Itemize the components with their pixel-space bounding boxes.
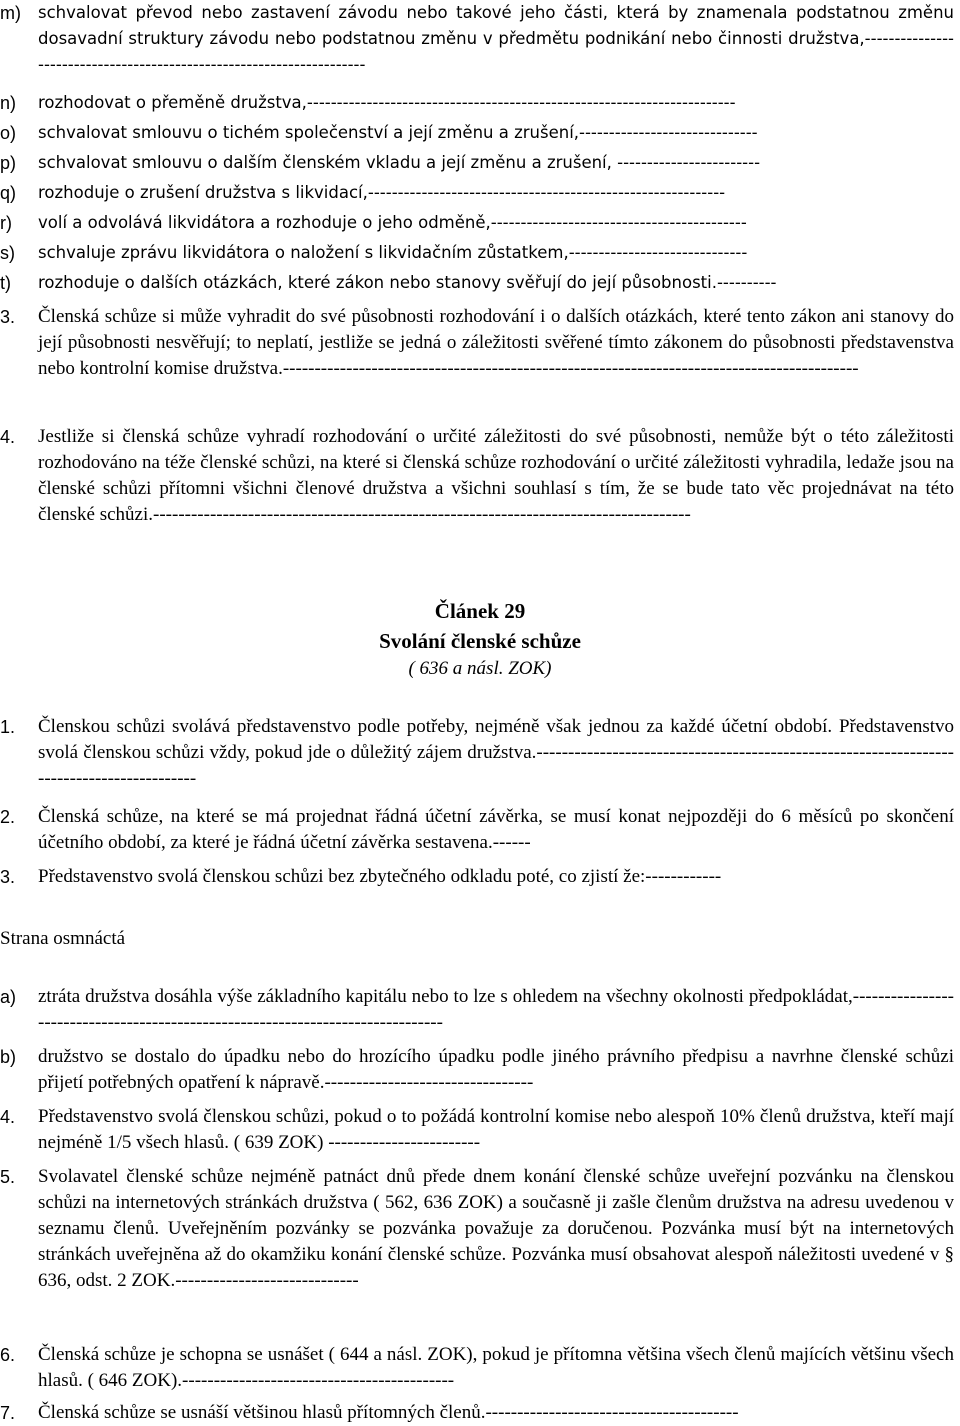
item-label: 4. [0,427,16,447]
item-label: 2. [0,807,16,827]
paragraph-7 [0,1400,960,1426]
list-item-t [0,270,960,296]
article-number: Článek 29 [434,599,526,623]
item-text: Členská schůze si může vyhradit do své působnosti rozhodování i o dalších otázkách, které tento zákon ani stanovy do její působnosti nesvěřují; to neplatí, jestliže se jedná o záležitosti svěřené tímto zákonem do působnosti představenstva nebo kontrolní komise družstva.------------------------------------------------------------------------------------------- [38,306,954,379]
paragraph-6 [0,1342,960,1394]
item-label: 6. [0,1345,16,1365]
paragraph-4 [0,424,960,528]
item-label: q) [0,183,17,203]
item-label: b) [0,1047,17,1067]
list-item-p [0,150,960,176]
item-label: o) [0,123,17,143]
paragraph-4b [0,1104,960,1156]
item-text: Jestliže si členská schůze vyhradí rozhodování o určité záležitosti do své působnosti, nemůže být o této záležitosti rozhodováno na téže členské schůzi, na které si členská schůze rozhodování o určité záležitosti vyhradila, ledaže jsou na členské schůzi přítomni všichni členové družstva a všichni souhlasí s tím, že se bude tato věc projednávat na této členské schůzi.------------------------------------------------------------------------------------- [38,426,954,525]
list-item-r [0,210,960,236]
item-text: rozhodovat o přeměně družstva,------------------------------------------------------------------------ [38,93,736,112]
item-label: 7. [0,1403,16,1423]
item-label: 3. [0,307,16,327]
item-text: ztráta družstva dosáhla výše základního kapitálu nebo to lze s ohledem na všechny okolnosti předpokládat,-------------------------------------------------------------------------------- [38,986,954,1033]
item-label: r) [0,213,12,233]
item-text: schvalovat smlouvu o tichém společenství a její změnu a zrušení,------------------------------ [38,123,758,142]
item-text: Představenstvo svolá členskou schůzi, pokud o to požádá kontrolní komise nebo alespoň 10% členů družstva, kteří mají nejméně 1/5 všech hlasů. ( 639 ZOK) ------------------------ [38,1106,954,1153]
item-text: rozhoduje o zrušení družstva s likvidací,------------------------------------------------------------ [38,183,726,202]
item-text: volí a odvolává likvidátora a rozhoduje o jeho odměně,------------------------------------------- [38,213,747,232]
item-label: n) [0,93,17,113]
paragraph-3b [0,864,960,890]
item-label: m) [0,3,21,23]
list-item-q [0,180,960,206]
item-text: Členská schůze je schopna se usnášet ( 644 a násl. ZOK), pokud je přítomna většina všech členů majících většinu všech hlasů. ( 646 ZOK).------------------------------------------- [38,1344,954,1391]
paragraph-1 [0,714,960,792]
list-item-o [0,120,960,146]
item-label: 5. [0,1167,16,1187]
item-label: 3. [0,867,16,887]
item-text: Členskou schůzi svolává představenstvo podle potřeby, nejméně však jednou za každé účetní období. Představenstvo svolá členskou schůzi vždy, pokud jde o důležitý zájem družstva.------------------------------------------------------------------------------------------- [38,716,954,789]
list-item-b [0,1044,960,1096]
paragraph-2 [0,804,960,856]
item-label: 4. [0,1107,16,1127]
paragraph-3 [0,304,960,382]
list-item-n [0,90,960,116]
item-text: družstvo se dostalo do úpadku nebo do hrozícího úpadku podle jiného právního předpisu a navrhne členské schůzi přijetí potřebných opatření k nápravě.--------------------------------- [38,1046,954,1093]
item-text: Členská schůze se usnáší většinou hlasů přítomných členů.---------------------------------------- [38,1402,739,1423]
item-label: t) [0,273,11,293]
item-label: p) [0,153,17,173]
item-text: schvalovat převod nebo zastavení závodu nebo takové jeho části, která by znamenala podstatnou změnu dosavadní struktury závodu nebo podstatnou změnu v předmětu podnikání nebo činnosti družstva,---------------------------------------------------------------------- [38,3,954,74]
item-text: Představenstvo svolá členskou schůzi bez zbytečného odkladu poté, co zjistí že:------------ [38,866,722,887]
item-text: schvalovat smlouvu o dalším členském vkladu a její změnu a zrušení, ------------------------ [38,153,761,172]
paragraph-5 [0,1164,960,1294]
item-text: Svolavatel členské schůze nejméně patnáct dnů přede dnem konání členské schůze uveřejní pozvánku na členskou schůzi na internetových stránkách družstva ( 562, 636 ZOK) a současně ji zašle členům družstva na adresu uvedenou v seznamu členů. Uveřejněním pozvánky se pozvánka považuje za doručenou. Pozvánka musí být na internetových stránkách uveřejněna až do okamžiku konání členské schůze. Pozvánka musí obsahovat alespoň náležitosti uvedené v § 636, odst. 2 ZOK.----------------------------- [38,1166,954,1291]
list-item-m [0,0,960,78]
page-label: Strana osmnáctá [0,928,126,949]
item-label: a) [0,987,17,1007]
list-item-a [0,984,960,1036]
article-title: Svolání členské schůze [379,629,581,653]
item-text: rozhoduje o dalších otázkách, které zákon nebo stanovy svěřují do její působnosti.---------- [38,273,777,292]
item-text: Členská schůze, na které se má projednat řádná účetní závěrka, se musí konat nejpozději do 6 měsíců po skončení účetního období, za které je řádná účetní závěrka sestavena.------ [38,806,954,853]
item-text: schvaluje zprávu likvidátora o naložení s likvidačním zůstatkem,------------------------------ [38,243,748,262]
list-item-s [0,240,960,266]
item-label: 1. [0,717,16,737]
article-reference: ( 636 a násl. ZOK) [408,658,552,679]
item-label: s) [0,243,15,263]
